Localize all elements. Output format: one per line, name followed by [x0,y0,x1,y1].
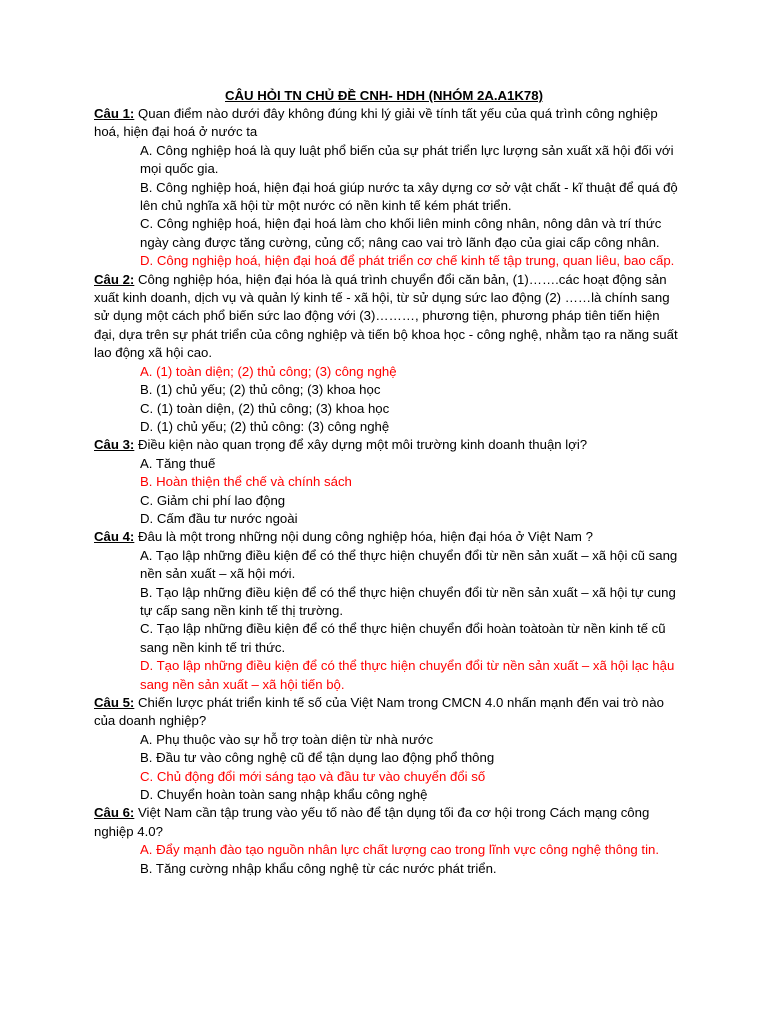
question-list [94,105,684,878]
answer-option: A. Tăng thuế [140,455,216,471]
answer-option: C. Công nghiệp hoá, hiện đại hoá làm cho khối liên minh công nhân, nông dân và trí thức ngày càng được tăng cường, củng cố; nâng cao vai trò lãnh đạo của giai cấp công nhân. [140,216,662,250]
question-text: Việt Nam cần tập trung vào yếu tố nào để tận dụng tối đa cơ hội trong Cách mạng công nghiệp 4.0? [94,805,650,839]
answer-option-correct: D. Tạo lập những điều kiện để có thể thực hiện chuyển đổi từ nền sản xuất – xã hội lạc hậu sang nền sản xuất – xã hội tiến bộ. [140,658,675,692]
question-label: Câu 1: [94,106,135,121]
answer-option: B. Tăng cường nhập khẩu công nghệ từ các nước phát triển. [140,860,497,876]
question-label: Câu 4: [94,529,135,545]
question-3 [94,436,684,454]
answer-option: C. Giảm chi phí lao động [140,492,286,508]
document-title: CÂU HỎI TN CHỦ ĐỀ CNH- HDH (NHÓM 2A.A1K78) [225,88,543,103]
question-4 [94,528,684,546]
question-1 [94,105,684,142]
answer-option-correct: A. (1) toàn diện; (2) thủ công; (3) công nghệ [140,363,397,379]
question-6 [94,804,684,841]
question-text: Quan điểm nào dưới đây không đúng khi lý giải về tính tất yếu của quá trình công nghiệp hoá, hiện đại hoá ở nước ta [94,106,658,140]
answer-option-correct: D. Công nghiệp hoá, hiện đại hoá để phát triển cơ chế kinh tế tập trung, quan liêu, bao cấp. [140,253,675,269]
answer-option: D. Cấm đầu tư nước ngoài [140,510,298,526]
question-text: Công nghiệp hóa, hiện đại hóa là quá trình chuyển đổi căn bản, (1)…….các hoạt động sản xuất kinh doanh, dịch vụ và quản lý kinh tế - xã hội, từ sử dụng sức lao động (2) ……là chính sang sử dụng một cách phổ biến sức lao động với (3)………, phương tiện, phương pháp tiên tiến hiện đại, dựa trên sự phát triển của công nghiệp và tiến bộ khoa học - công nghệ, nhằm tạo ra năng suất lao động xã hội cao. [94,271,678,361]
answer-option: B. Đầu tư vào công nghệ cũ để tận dụng lao động phổ thông [140,750,495,766]
answer-option-correct: C. Chủ động đổi mới sáng tạo và đầu tư vào chuyển đổi số [140,768,486,784]
answer-option: B. Công nghiệp hoá, hiện đại hoá giúp nước ta xây dựng cơ sở vật chất - kĩ thuật để quá độ lên chủ nghĩa xã hội từ một nước có nền kinh tế kém phát triển. [140,179,678,214]
question-text: Chiến lược phát triển kinh tế số của Việt Nam trong CMCN 4.0 nhấn mạnh đến vai trò nào của doanh nghiệp? [94,695,664,729]
answer-option-correct: B. Hoàn thiện thể chế và chính sách [140,474,352,490]
question-text: Đâu là một trong những nội dung công nghiệp hóa, hiện đại hóa ở Việt Nam ? [134,529,593,545]
answer-option: A. Tạo lập những điều kiện để có thể thực hiện chuyển đổi từ nền sản xuất – xã hội cũ sang nền sản xuất – xã hội mới. [140,547,678,582]
answer-option: B. (1) chủ yếu; (2) thủ công; (3) khoa học [140,382,381,398]
question-text: Điều kiện nào quan trọng để xây dựng một môi trường kinh doanh thuận lợi? [134,437,588,453]
answer-option: A. Công nghiệp hoá là quy luật phổ biến của sự phát triển lực lượng sản xuất xã hội đối với mọi quốc gia. [140,142,674,177]
answer-option: C. Tạo lập những điều kiện để có thể thực hiện chuyển đổi hoàn toàtoàn từ nền kinh tế cũ sang nền kinh tế tri thức. [140,621,666,655]
question-label: Câu 3: [94,437,135,453]
answer-option: B. Tạo lập những điều kiện để có thể thực hiện chuyển đổi từ nền sản xuất – xã hội tự cung tự cấp sang nền kinh tế thị trường. [140,584,676,618]
question-label: Câu 6: [94,805,135,821]
answer-option: D. Chuyển hoàn toàn sang nhập khẩu công nghệ [140,787,428,803]
question-5 [94,694,684,731]
question-label: Câu 5: [94,695,135,710]
question-2 [94,271,684,363]
answer-option-correct: A. Đẩy mạnh đào tạo nguồn nhân lực chất lượng cao trong lĩnh vực công nghệ thông tin. [140,842,660,858]
answer-option: D. (1) chủ yếu; (2) thủ công: (3) công nghệ [140,418,390,434]
question-label: Câu 2: [94,271,135,287]
answer-option: C. (1) toàn diện, (2) thủ công; (3) khoa học [140,400,390,416]
answer-option: A. Phụ thuộc vào sự hỗ trợ toàn diện từ nhà nước [140,731,434,747]
